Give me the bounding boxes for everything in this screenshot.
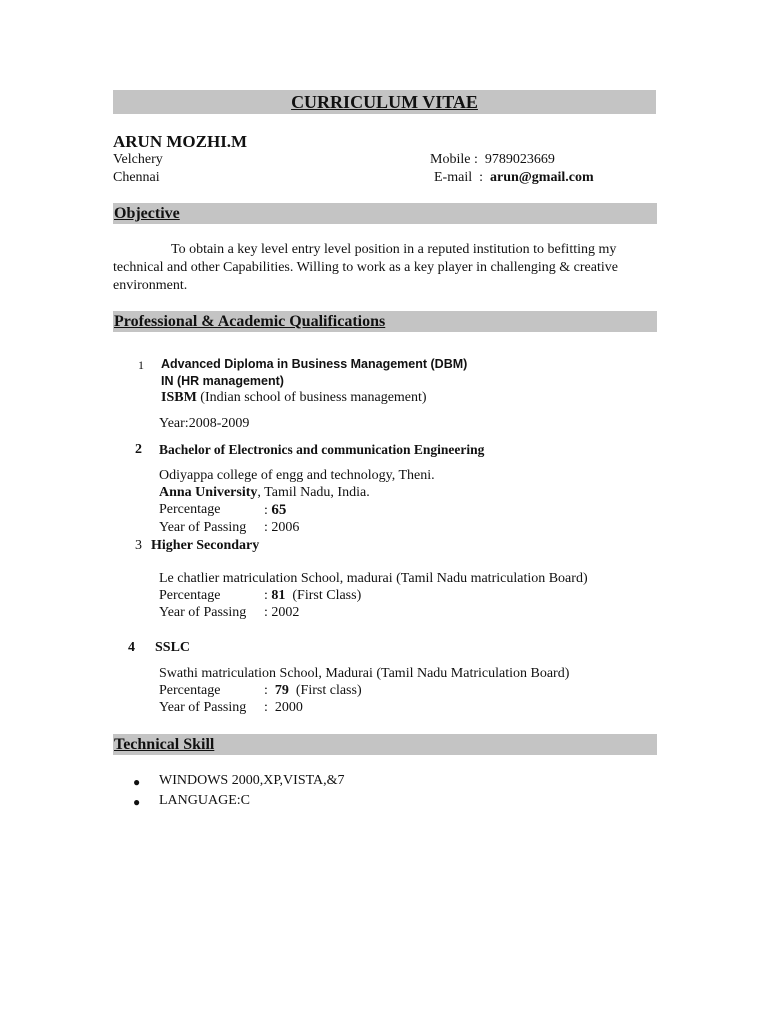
percentage-number: 65	[271, 502, 287, 518]
percentage-label-4: Percentage	[159, 683, 221, 698]
passing-value-4	[264, 700, 303, 716]
university-name: Anna University	[159, 485, 258, 500]
percentage-sep: :	[264, 588, 272, 603]
qualification-number-1: 1	[138, 358, 144, 372]
address-line-1: Velchery	[113, 152, 163, 167]
email-line	[434, 170, 594, 186]
mobile-label: Mobile :	[430, 152, 485, 167]
qualification-title-1b: IN (HR management)	[161, 374, 284, 388]
qualification-title-2: Bachelor of Electronics and communication Engineering	[159, 442, 485, 457]
candidate-name: ARUN MOZHI.M	[113, 132, 248, 151]
percentage-label-2: Percentage	[159, 502, 221, 517]
passing-value-2	[264, 520, 299, 536]
qualification-title-4: SSLC	[155, 640, 191, 655]
bullet-icon: ●	[133, 795, 141, 809]
passing-sep: :	[264, 520, 272, 535]
email-value: arun@gmail.com	[490, 170, 594, 185]
page-title: CURRICULUM VITAE	[113, 90, 656, 114]
qualification-number-2: 2	[135, 442, 142, 457]
passing-label-3: Year of Passing	[159, 605, 247, 620]
qualification-number-3: 3	[135, 538, 142, 553]
passing-year: 2002	[271, 605, 300, 620]
percentage-value-4	[264, 683, 362, 699]
passing-sep: :	[264, 700, 275, 715]
percentage-value-3	[264, 588, 361, 604]
mobile-value: 9789023669	[484, 152, 555, 167]
qualification-institute-1	[161, 390, 427, 406]
passing-value-3	[264, 605, 299, 621]
qualifications-heading: Professional & Academic Qualifications	[113, 311, 657, 332]
percentage-number: 79	[274, 683, 289, 698]
objective-heading: Objective	[113, 203, 657, 224]
institute-full: (Indian school of business management)	[196, 390, 427, 405]
qualification-number-4: 4	[128, 640, 135, 655]
percentage-sep: :	[264, 683, 275, 698]
skill-item-2: LANGUAGE:C	[159, 793, 250, 808]
email-label: E-mail :	[434, 170, 490, 185]
qualification-university-2	[159, 485, 370, 501]
percentage-note: (First class)	[288, 683, 362, 698]
technical-skill-heading: Technical Skill	[113, 734, 657, 755]
objective-text-block	[113, 241, 658, 295]
qualification-school-3: Le chatlier matriculation School, madurai (Tamil Nadu matriculation Board)	[159, 571, 588, 586]
qualification-title-3: Higher Secondary	[151, 538, 260, 553]
passing-year: 2000	[274, 700, 303, 715]
address-line-2: Chennai	[113, 170, 160, 185]
passing-label-4: Year of Passing	[159, 700, 247, 715]
qualification-year-1: Year:2008-2009	[159, 416, 250, 431]
objective-text: To obtain a key level entry level position in a reputed institution to befitting my technical and other Capabilities. Willing to work as a key player in challenging & creative environment.	[113, 242, 618, 293]
percentage-number: 81	[271, 588, 286, 603]
passing-year: 2006	[271, 520, 300, 535]
percentage-sep: :	[264, 503, 272, 518]
qualification-college-2: Odiyappa college of engg and technology, Theni.	[159, 468, 435, 483]
percentage-note: (First Class)	[285, 588, 362, 603]
qualification-school-4: Swathi matriculation School, Madurai (Tamil Nadu Matriculation Board)	[159, 666, 570, 681]
bullet-icon: ●	[133, 775, 141, 789]
qualification-title-1a: Advanced Diploma in Business Management (DBM)	[161, 357, 468, 371]
percentage-label-3: Percentage	[159, 588, 221, 603]
mobile-line	[430, 152, 555, 168]
passing-label-2: Year of Passing	[159, 520, 247, 535]
skill-item-1: WINDOWS 2000,XP,VISTA,&7	[159, 773, 345, 788]
university-rest: , Tamil Nadu, India.	[257, 485, 370, 500]
institute-abbr: ISBM	[161, 390, 197, 405]
passing-sep: :	[264, 605, 272, 620]
percentage-value-2	[264, 502, 286, 519]
